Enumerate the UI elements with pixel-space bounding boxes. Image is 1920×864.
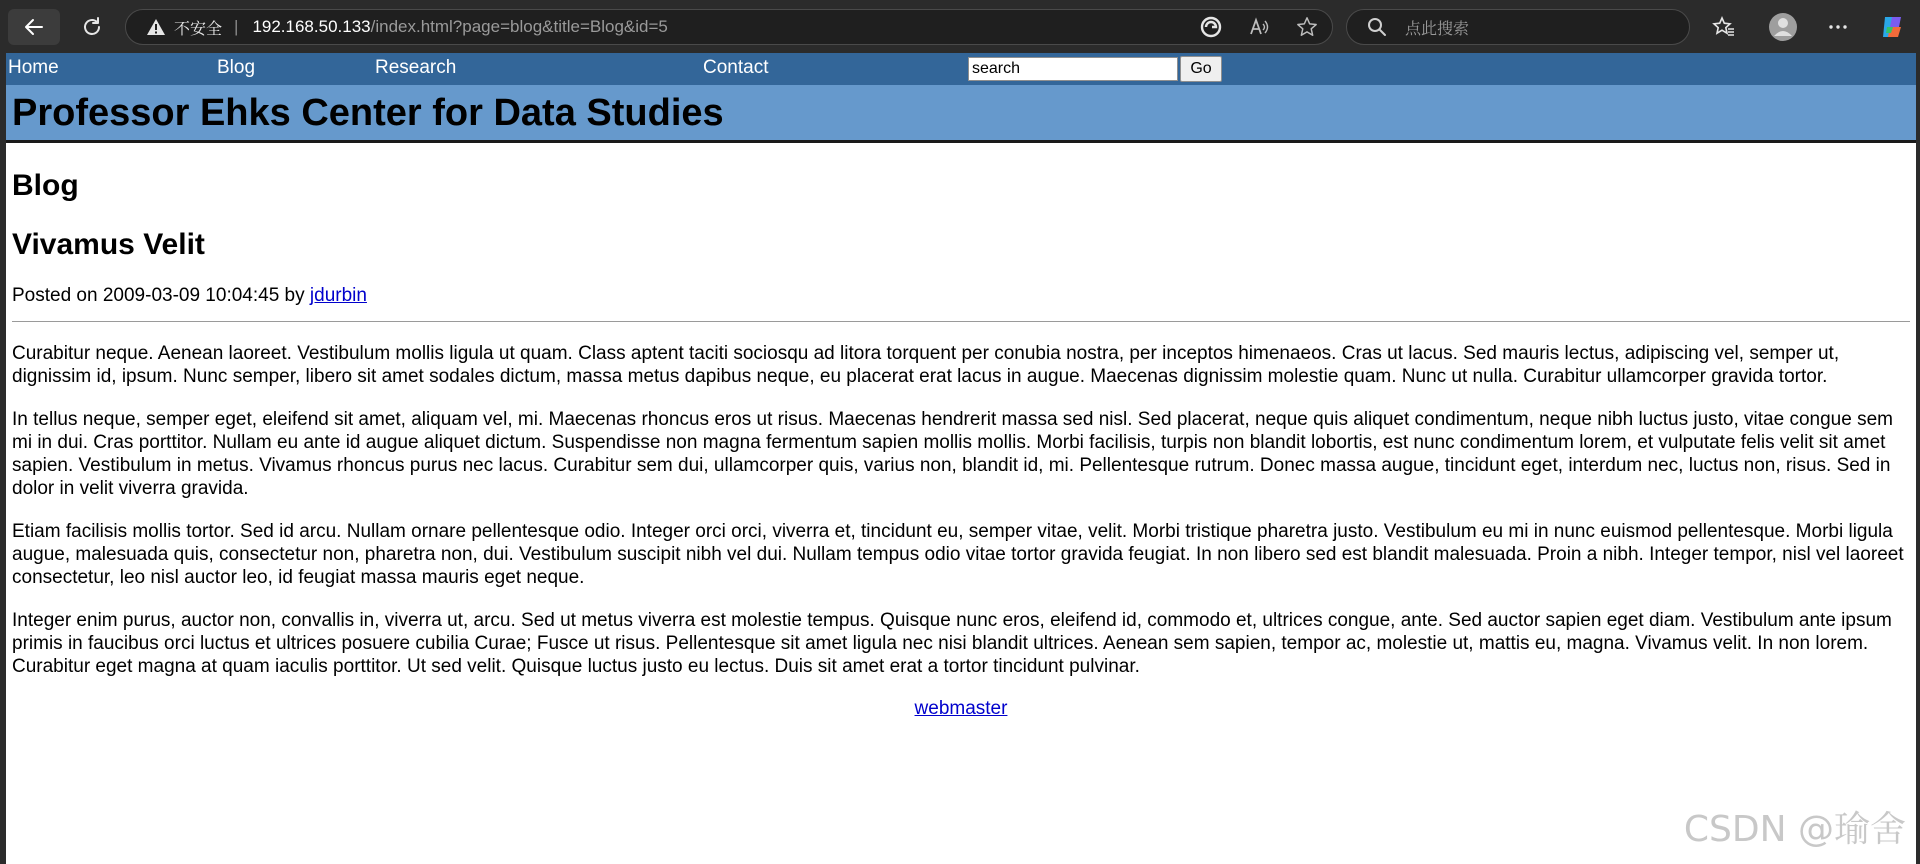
post-paragraph: Etiam facilisis mollis tortor. Sed id arcu. Nullam ornare pellentesque odio. Integer orci orci, viverra et, tincidunt eu, semper vitae, velit. Morbi tristique pharetra justo. Vestibulum eu mi in nunc euismod pellentesque. Morbi ligula augue, malesuada quis, consectetur non, pharetra non, dui. Vestibulum suscipit nibh vel dui. Nullam tempus odio vitae tortor gravida feugiat. In non libero sed est blandit malesuada. Proin a nibh. Integer tempor, nisl vel laoreet consectetur, leo nisl auctor leo, id feugiat massa mauris eget neque. — [12, 521, 1904, 588]
site-navbar — [6, 53, 1916, 85]
refresh-icon — [81, 16, 103, 38]
insecure-label[interactable]: 不安全 — [174, 18, 223, 38]
section-heading: Blog — [12, 169, 79, 202]
search-icon — [1367, 17, 1387, 37]
url-host: 192.168.50.133 — [252, 17, 371, 36]
more-button[interactable] — [1822, 11, 1854, 43]
back-button[interactable] — [8, 9, 60, 45]
main-content — [6, 168, 1916, 720]
nav-contact-link[interactable]: Contact — [703, 57, 769, 78]
read-aloud-icon[interactable] — [1248, 16, 1270, 38]
nav-research-link[interactable]: Research — [375, 57, 457, 78]
browser-search-box[interactable] — [1346, 9, 1690, 45]
favorites-icon — [1712, 15, 1736, 39]
profile-icon — [1768, 12, 1798, 42]
author-link[interactable]: jdurbin — [309, 285, 367, 306]
favorite-star-icon[interactable] — [1296, 16, 1318, 38]
favorites-button[interactable] — [1708, 11, 1740, 43]
go-button[interactable]: Go — [1180, 56, 1222, 82]
nav-home-link[interactable]: Home — [8, 57, 59, 78]
more-icon — [1827, 16, 1849, 38]
footer — [12, 698, 1910, 720]
copilot-icon — [1879, 13, 1907, 41]
browser-toolbar — [0, 0, 1920, 53]
browser-search-placeholder: 点此搜索 — [1405, 18, 1470, 38]
nav-blog-link[interactable]: Blog — [217, 57, 256, 78]
post-meta — [12, 285, 1910, 307]
warning-icon[interactable] — [146, 18, 166, 36]
webmaster-link[interactable]: webmaster — [914, 698, 1008, 719]
site-search-input[interactable] — [968, 57, 1178, 81]
site-banner — [6, 85, 1916, 143]
page-viewport — [6, 53, 1916, 864]
copilot-button[interactable] — [1877, 11, 1909, 43]
post-paragraph: Curabitur neque. Aenean laoreet. Vestibulum mollis ligula ut quam. Class aptent taciti sociosqu ad litora torquent per conubia nostra, per inceptos himenaeos. Cras ut lacus. Sed mauris lectus, adipiscing vel, semper ut, dignissim id, ipsum. Nunc semper, libero sit amet sodales dictum, massa metus dapibus neque, eu placerat erat lacus in augue. Maecenas dignissim molestie quam. Nunc ut nulla. Curabitur ullamcorper gravida tortor. — [12, 343, 1840, 387]
post-paragraph: In tellus neque, semper eget, eleifend sit amet, aliquam vel, mi. Maecenas rhoncus eros ut risus. Maecenas hendrerit massa sed nisl. Sed placerat, neque quis aliquet condimentum, neque nibh luctus justo, vitae congue sem mi in dui. Cras porttitor. Nullam eu ante id augue aliquet dictum. Suspendisse non magna fermentum sapien mollis mollis. Morbi facilisis, turpis non blandit lobortis, est nunc condimentum lorem, et vulputate felis velit sit amet sapien. Vestibulum in metus. Vivamus rhoncus purus nec lacus. Curabitur sem dui, ullamcorper quis, varius non, blandit id, mi. Pellentesque rutrum. Donec massa augue, tincidunt eget, interdum nec, luctus non, risus. Sed in dolor in velit viverra gravida. — [12, 409, 1893, 499]
address-separator: | — [234, 17, 239, 36]
post-paragraph: Integer enim purus, auctor non, convallis in, viverra ut, arcu. Sed ut metus viverra est molestie tempus. Quisque nunc eros, eleifend id, commodo et, ultrices congue, ante. Sed auctor sapien eget diam. Vestibulum ante ipsum primis in faucibus orci luctus et ultrices posuere cubilia Curae; Fusce ut risus. Pellentesque sit amet ligula nec nisi blandit ultrices. Aenean sem sapien, tempor ac, molestie ut, mattis eu, magna. Vivamus velit. In non lorem. Curabitur eget magna at quam iaculis porttitor. Ut sed velit. Quisque luctus justo eu lectus. Duis sit amet erat a tortor tincidunt pulvinar. — [12, 610, 1892, 677]
watermark: CSDN @瑜舍 — [1683, 809, 1906, 850]
window-right-edge — [1916, 53, 1920, 864]
divider — [12, 321, 1910, 322]
post-title: Vivamus Velit — [12, 228, 205, 261]
edge-refresh-icon[interactable] — [1200, 16, 1222, 38]
refresh-button[interactable] — [66, 9, 118, 45]
address-bar[interactable] — [125, 9, 1333, 45]
url-path: /index.html?page=blog&title=Blog&id=5 — [370, 17, 668, 36]
site-title: Professor Ehks Center for Data Studies — [12, 92, 724, 134]
posted-on-text: Posted on 2009-03-09 10:04:45 by — [12, 285, 305, 306]
back-arrow-icon — [23, 16, 45, 38]
profile-button[interactable] — [1767, 11, 1799, 43]
